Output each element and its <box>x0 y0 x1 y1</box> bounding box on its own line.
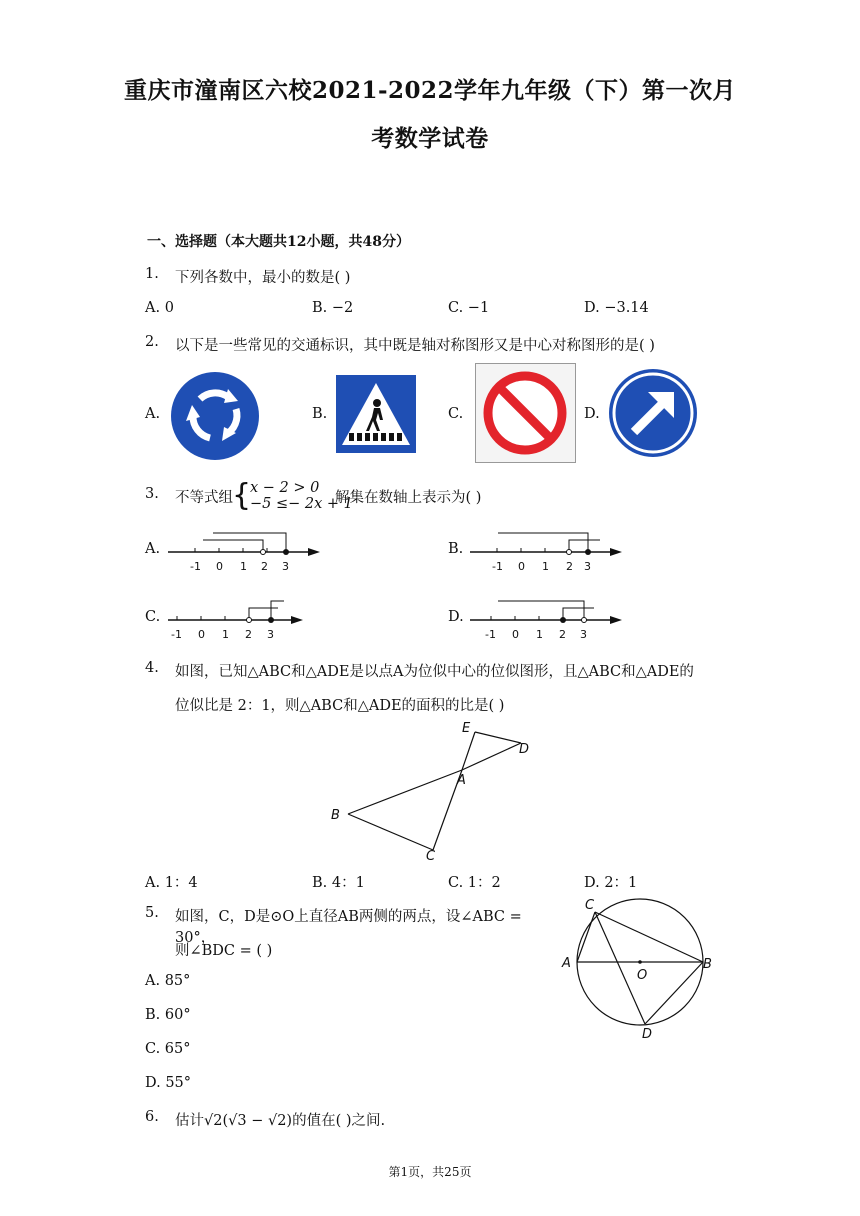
tick-label: 2 <box>261 560 268 573</box>
question-text-line1: 如图，C，D是⊙O上直径AB两侧的两点，设∠ABC = 30°， <box>175 909 522 946</box>
tick-label: 3 <box>584 560 591 573</box>
q1-option-d: D. −3.14 <box>584 300 649 316</box>
point-label-b: B <box>331 808 340 823</box>
tick-label: 1 <box>542 560 549 573</box>
point-label-c: C <box>585 898 595 913</box>
question-text: 下列各数中，最小的数是( ) <box>175 270 351 286</box>
tick-label: -1 <box>492 560 503 573</box>
page-title-line1: 重庆市潼南区六校2021-2022学年九年级（下）第一次月 <box>123 77 737 104</box>
point-label-b: B <box>703 957 712 972</box>
pedestrian-crossing-sign-icon <box>336 375 416 453</box>
brace-glyph: { <box>232 478 252 513</box>
point-label-e: E <box>462 721 471 736</box>
q3-label-d: D. <box>448 609 464 625</box>
roundabout-sign-icon <box>170 371 260 461</box>
q5-option-d: D. 55° <box>145 1075 192 1091</box>
tick-label: 0 <box>216 560 223 573</box>
question-number: 5. <box>145 905 159 921</box>
point-label-c: C <box>426 849 436 863</box>
tick-label: 3 <box>282 560 289 573</box>
inequality-line-2: −5 ≤− 2x + 1 <box>250 496 353 512</box>
q4-option-a: A. 1：4 <box>145 875 198 891</box>
q2-label-a: A. <box>145 406 161 422</box>
tick-label: 0 <box>512 628 519 641</box>
tick-label: -1 <box>190 560 201 573</box>
q5-option-a: A. 85° <box>145 973 191 989</box>
tick-label: 2 <box>566 560 573 573</box>
q4-option-b: B. 4：1 <box>312 875 365 891</box>
question-text: 估计√2(√3 − √2)的值在( )之间. <box>175 1113 386 1129</box>
point-label-d: D <box>642 1027 653 1042</box>
point-label-a: A <box>457 773 466 788</box>
q5-option-c: C. 65° <box>145 1041 191 1057</box>
no-entry-sign-icon <box>475 363 576 463</box>
q3-label-c: C. <box>145 609 161 625</box>
number-line-a <box>168 530 323 575</box>
q2-label-d: D. <box>584 406 600 422</box>
question-text-line1: 如图，已知△ABC和△ADE是以点A为位似中心的位似图形，且△ABC和△ADE的 <box>175 664 694 680</box>
tick-label: 2 <box>559 628 566 641</box>
question-number: 1. <box>145 266 159 282</box>
point-label-a: A <box>562 956 571 971</box>
question-3 <box>0 480 860 520</box>
q1-option-b: B. −2 <box>312 300 354 316</box>
tick-label: -1 <box>485 628 496 641</box>
point-label-d: D <box>519 742 530 757</box>
q2-label-b: B. <box>312 406 328 422</box>
question-number: 6. <box>145 1109 159 1125</box>
tick-label: 3 <box>267 628 274 641</box>
tick-label: 1 <box>222 628 229 641</box>
tick-label: -1 <box>171 628 182 641</box>
inequality-line-1: x − 2 > 0 <box>250 480 320 496</box>
question-number: 4. <box>145 660 159 676</box>
tick-label: 1 <box>240 560 247 573</box>
similar-triangles-figure <box>325 718 535 863</box>
q3-label-b: B. <box>448 541 464 557</box>
tick-label: 2 <box>245 628 252 641</box>
number-line-d <box>470 598 625 643</box>
question-5-line2: 则∠BDC = ( ) <box>175 943 273 959</box>
question-number: 3. <box>145 486 159 502</box>
question-text-prefix: 不等式组 <box>175 490 233 506</box>
tick-label: 1 <box>536 628 543 641</box>
question-number: 2. <box>145 334 159 350</box>
page-title-line2: 考数学试卷 <box>371 125 489 152</box>
question-4-line2: 位似比是 2：1，则△ABC和△ADE的面积的比是( ) <box>175 698 505 714</box>
question-text-suffix: 解集在数轴上表示为( ) <box>335 490 482 506</box>
q1-option-c: C. −1 <box>448 300 490 316</box>
number-line-b <box>470 530 625 575</box>
q4-option-d: D. 2：1 <box>584 875 638 891</box>
q3-label-a: A. <box>145 541 161 557</box>
number-line-c <box>168 598 308 643</box>
section-heading: 一、选择题（本大题共12小题，共48分） <box>147 234 410 250</box>
q2-label-c: C. <box>448 406 464 422</box>
tick-label: 0 <box>518 560 525 573</box>
tick-label: 3 <box>580 628 587 641</box>
point-label-o: O <box>637 968 648 983</box>
q1-option-a: A. 0 <box>145 300 174 316</box>
q5-option-b: B. 60° <box>145 1007 191 1023</box>
tick-label: 0 <box>198 628 205 641</box>
circle-figure <box>555 895 725 1045</box>
question-text: 以下是一些常见的交通标识，其中既是轴对称图形又是中心对称图形的是( ) <box>175 338 655 354</box>
q4-option-c: C. 1：2 <box>448 875 501 891</box>
direction-arrow-sign-icon <box>608 368 698 458</box>
page-footer: 第1页，共25页 <box>388 1165 472 1179</box>
